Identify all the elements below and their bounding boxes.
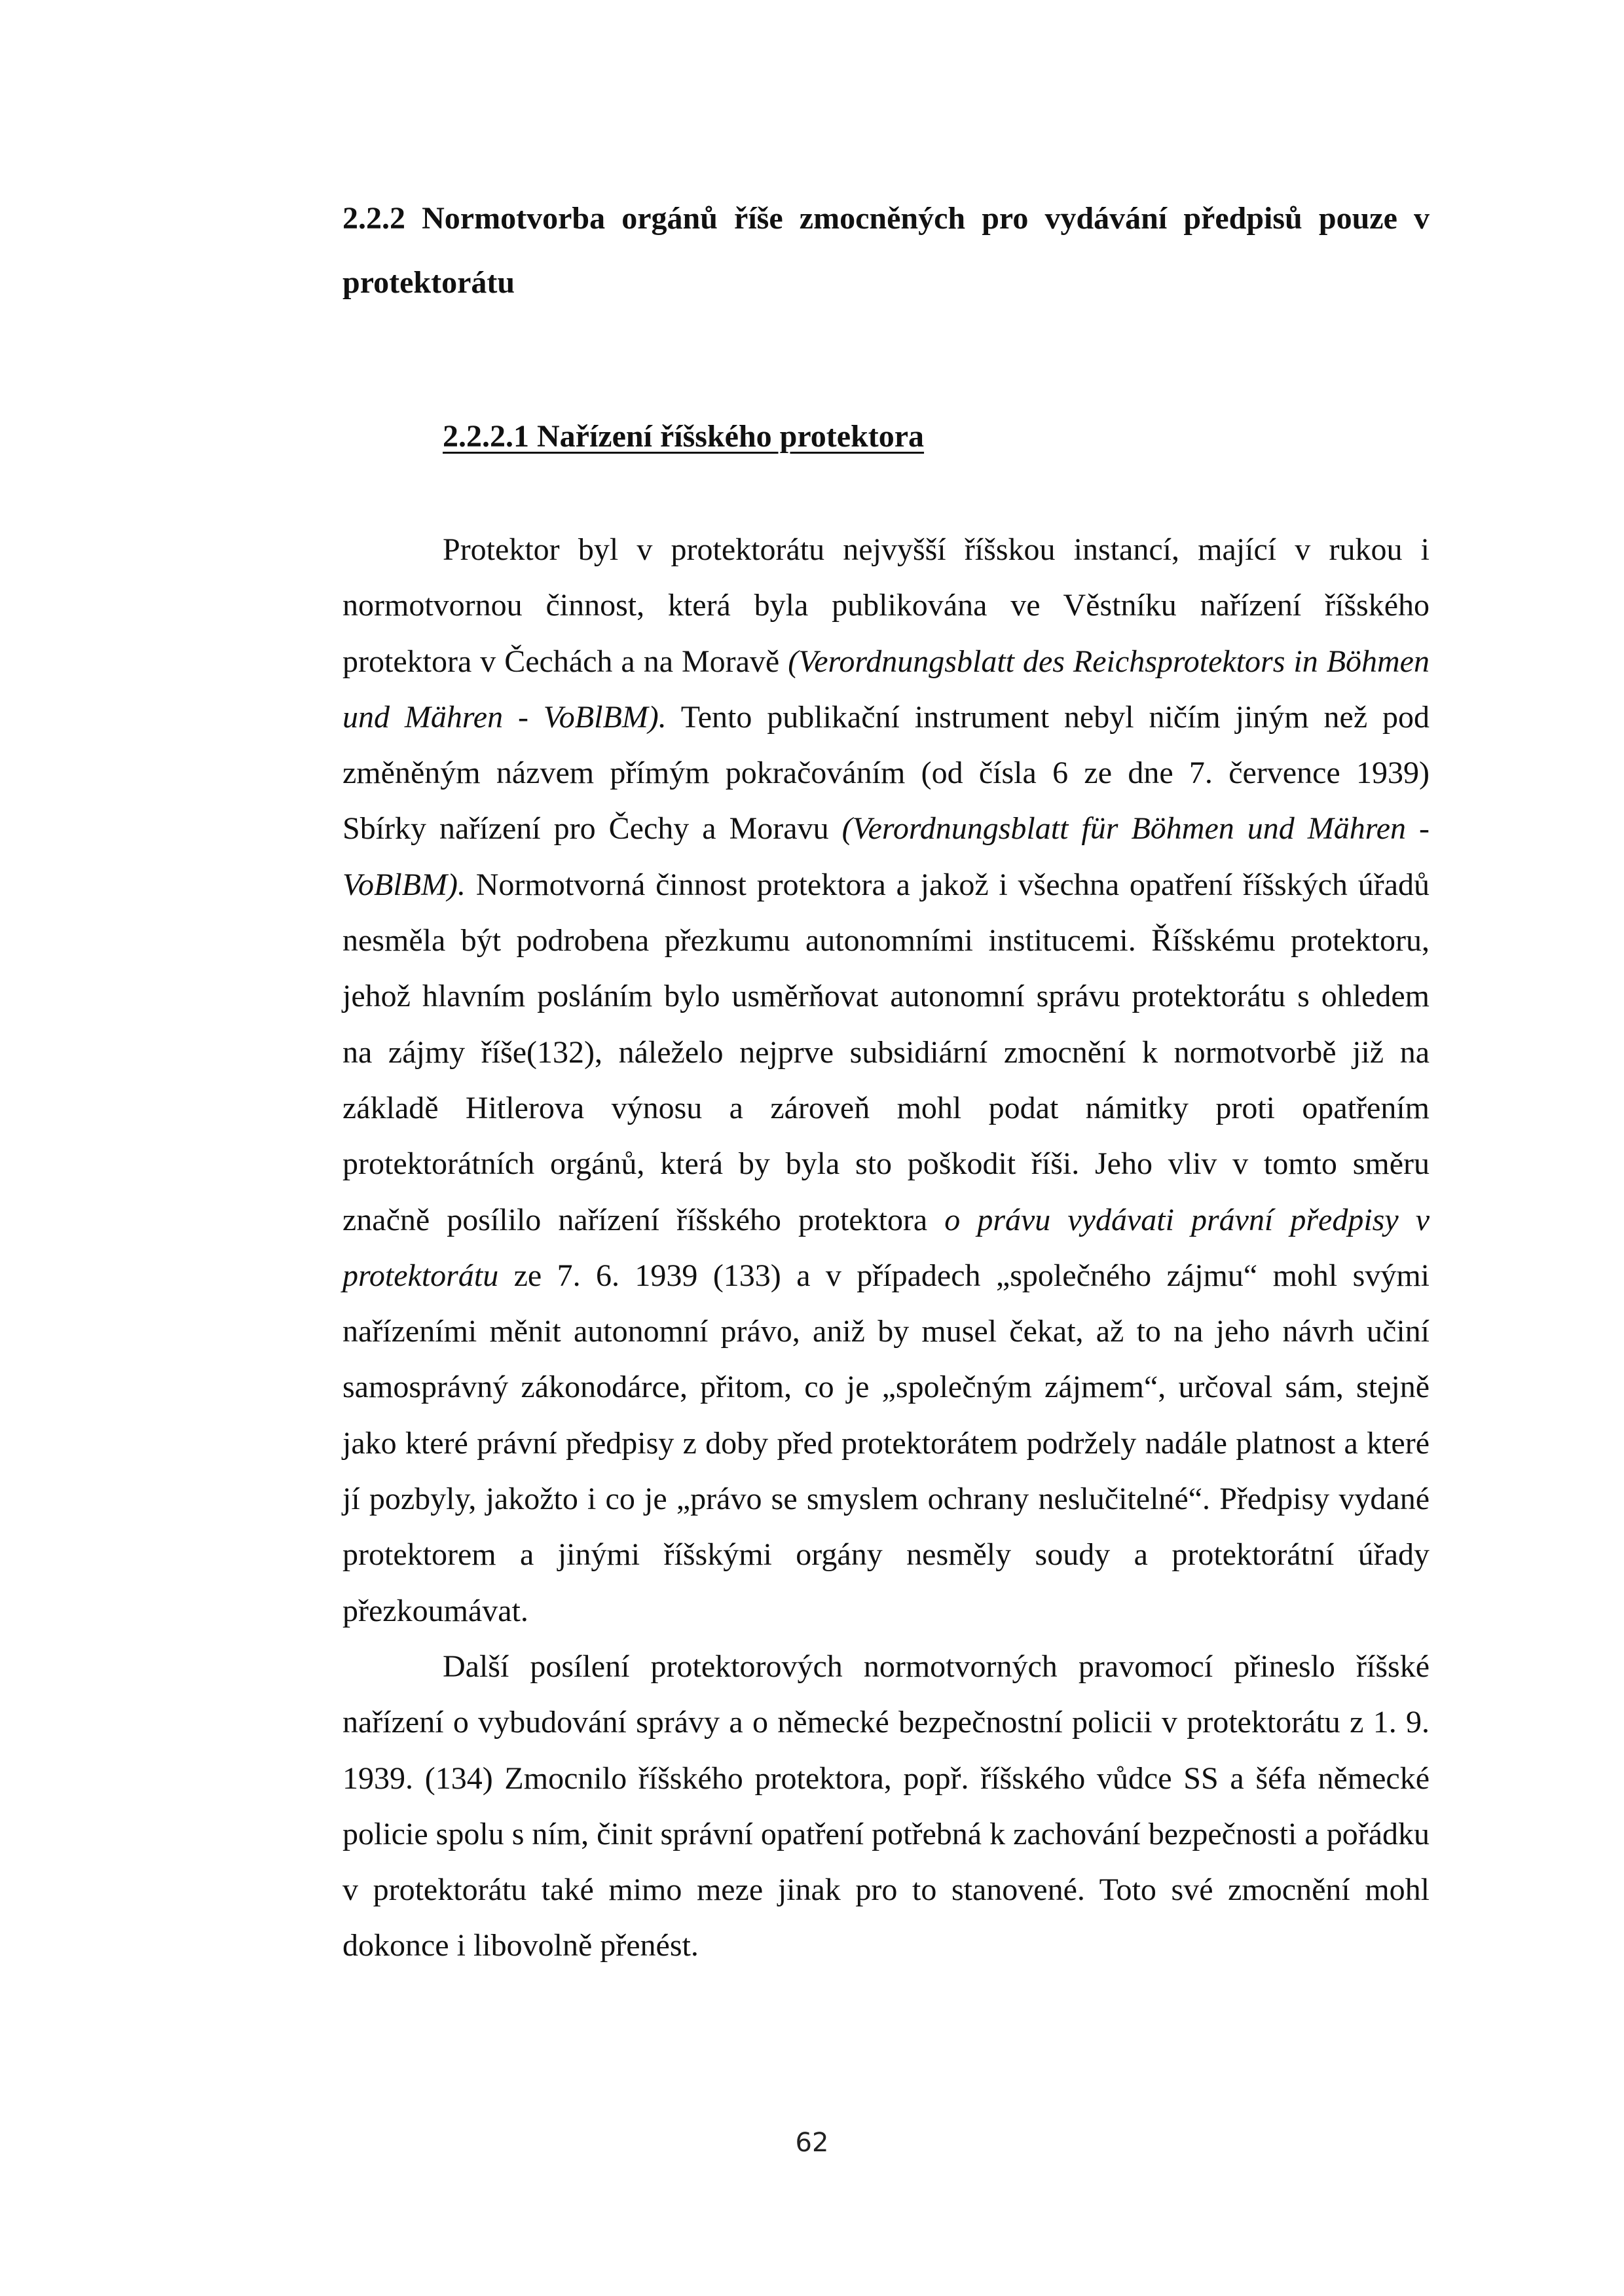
paragraph-1-part-3: Normotvorná činnost protektora a jakož i všechna opatření říšských úřadů nesměla být podrobena přezkumu autonomními institucemi. Říšskému protektoru, jehož hlavním posláním bylo usměrňovat autonomní správu protektorátu s ohledem na zájmy říše(132), náleželo nejprve subsidiární zmocnění k normotvorbě již na základě Hitlerova výnosu a zároveň mohl podat námitky proti opatřením protektorátních orgánů, která by byla sto poškodit říši. Jeho vliv v tomto směru značně posílilo nařízení říšského protektora	[342, 867, 1430, 1237]
paragraph-2: Další posílení protektorových normotvorných pravomocí přineslo říšské nařízení o vybudování správy a o německé bezpečnostní policii v protektorátu z 1. 9. 1939. (134) Zmocnilo říšského protektora, popř. říšského vůdce SS a šéfa německé policie spolu s ním, činit správní opatření potřebná k zachování bezpečnosti a pořádku v protektorátu také mimo meze jinak pro to stanovené. Toto své zmocnění mohl dokonce i libovolně přenést.	[342, 1649, 1430, 1963]
paragraph-1-italic-2: (Verordnungsblatt für Böhmen und Mähren -VoBlBM).	[342, 811, 1430, 902]
body-text	[342, 522, 1430, 1974]
paragraph-1-italic-1: (Verordnungsblatt des Reichsprotektors in Böhmen und Mähren - VoBlBM).	[342, 644, 1430, 735]
paragraph-1-italic-3: o právu vydávati právní předpisy v protektorátu	[342, 1202, 1430, 1293]
subsection-heading: 2.2.2.1 Nařízení říšského protektora	[443, 419, 925, 454]
paragraph-1-part-2: Tento publikační instrument nebyl ničím jiným než pod změněným názvem přímým pokračováním (od čísla 6 ze dne 7. července 1939) Sbírky nařízení pro Čechy a Moravu	[342, 699, 1430, 847]
paragraph-1-part-4: ze 7. 6. 1939 (133) a v případech „společného zájmu“ mohl svými nařízeními měnit autonomní právo, aniž by musel čekat, až to na jeho návrh učiní samosprávný zákonodárce, přitom, co je „společným zájmem“, určoval sám, stejně jako které právní předpisy z doby před protektorátem podržely nadále platnost a které jí pozbyly, jakožto i co je „právo se smyslem ochrany neslučitelné“. Předpisy vydané protektorem a jinými říšskými orgány nesměly soudy a protektorátní úřady přezkoumávat.	[342, 1258, 1430, 1628]
paragraph-1	[342, 522, 1430, 1639]
page-number: 62	[795, 2128, 829, 2158]
paragraph-1-part-1: Protektor byl v protektorátu nejvyšší říšskou instancí, mající v rukou i normotvornou činnost, která byla publikována ve Věstníku nařízení říšského protektora v Čechách a na Moravě	[342, 532, 1430, 679]
section-heading: 2.2.2 Normotvorba orgánů říše zmocněných pro vydávání předpisů pouze v protektorátu	[342, 201, 1430, 300]
